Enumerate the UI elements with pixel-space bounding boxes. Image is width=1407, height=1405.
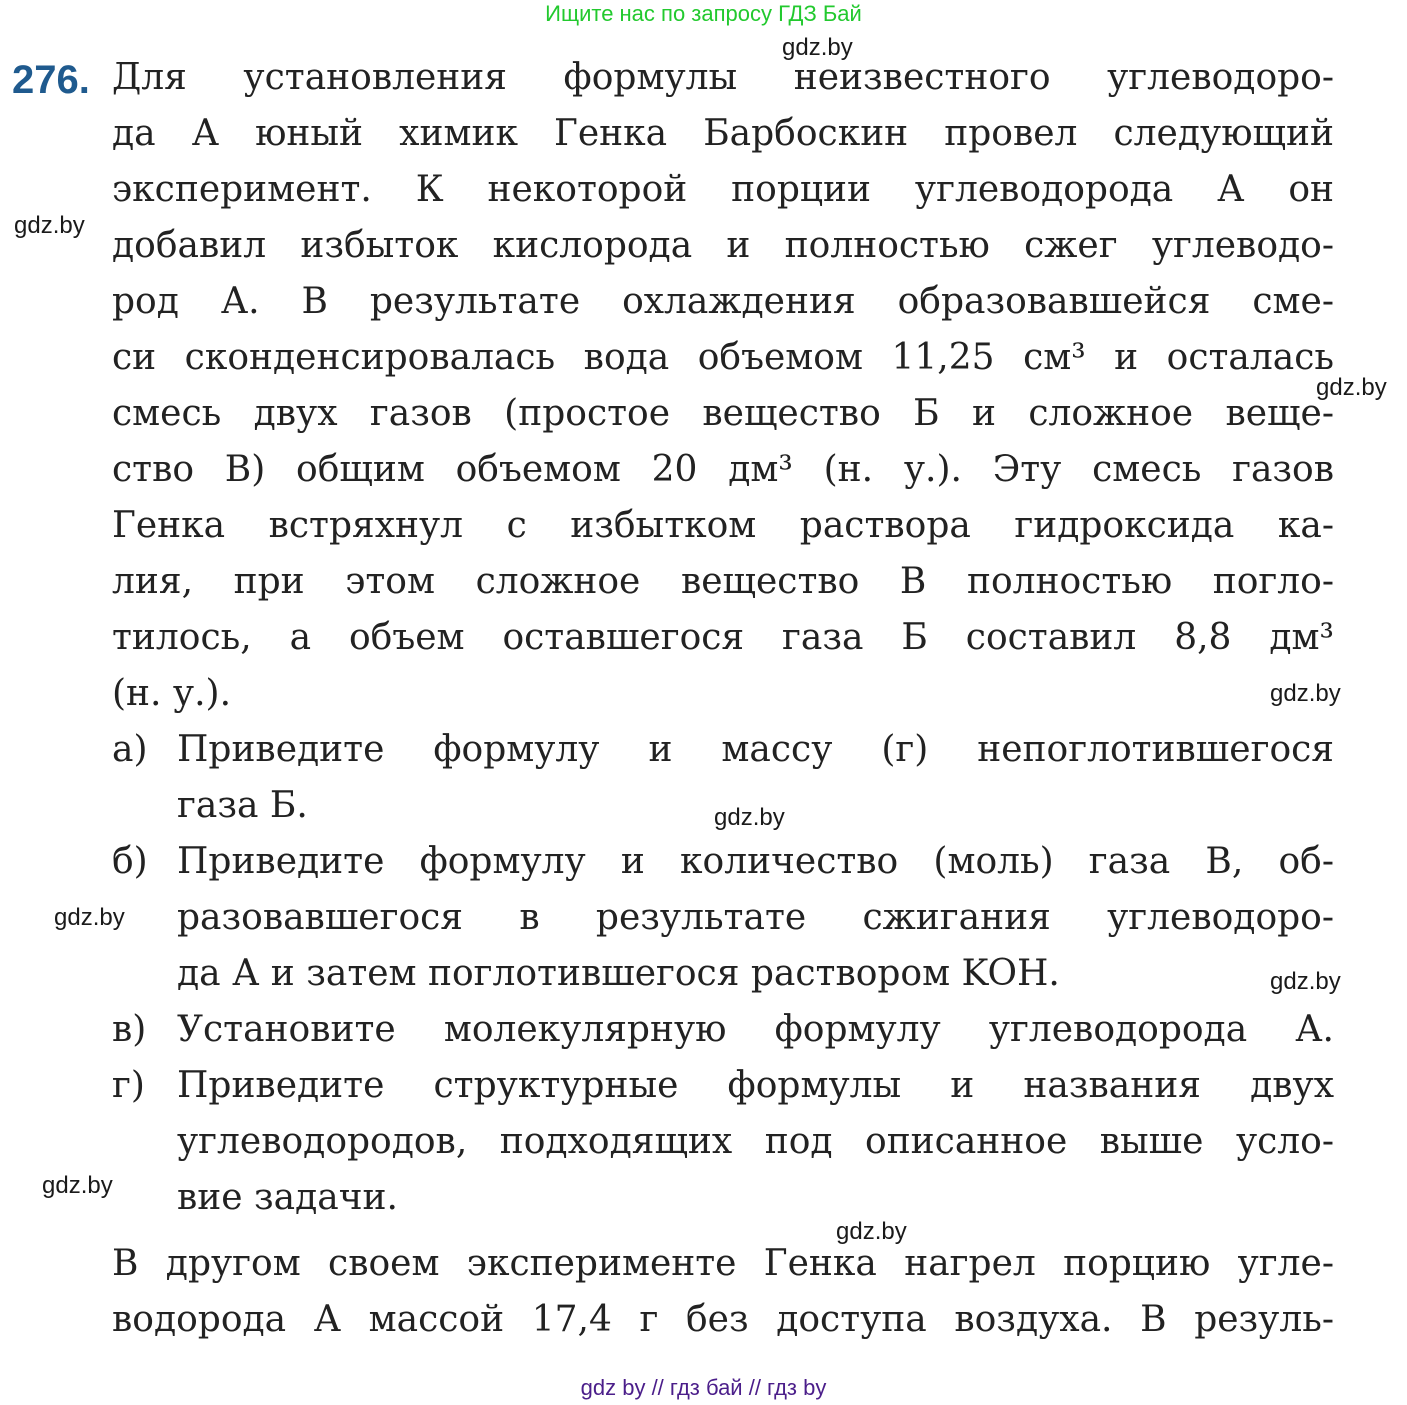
- text-line: тилось, а объем оставшегося газа Б составил 8,8 дм³: [112, 617, 1334, 658]
- watermark: gdz.by: [714, 804, 785, 831]
- question-label: а): [112, 729, 148, 770]
- watermark: gdz.by: [1316, 374, 1387, 401]
- text-line: да А юный химик Генка Барбоскин провел следующий: [112, 113, 1334, 154]
- question-label: в): [112, 1009, 147, 1050]
- watermark: gdz.by: [782, 34, 853, 61]
- text-line: Приведите формулу и массу (г) непоглотившегося: [177, 729, 1334, 770]
- text-line: Генка встряхнул с избытком раствора гидроксида ка-: [112, 505, 1334, 546]
- footer-watermark: gdz by // гдз бай // гдз by: [580, 1375, 827, 1400]
- text-line: В другом своем эксперименте Генка нагрел порцию угле-: [112, 1243, 1334, 1284]
- question-label: г): [112, 1065, 145, 1106]
- text-line: углеводородов, подходящих под описанное выше усло-: [177, 1121, 1334, 1162]
- text-line: Для установления формулы неизвестного углеводоро-: [112, 57, 1334, 98]
- search-banner: Ищите нас по запросу ГДЗ Бай: [545, 1, 862, 26]
- text-line: Приведите формулу и количество (моль) газа В, об-: [177, 841, 1334, 882]
- watermark: gdz.by: [836, 1218, 907, 1245]
- watermark: gdz.by: [1270, 680, 1341, 707]
- watermark: gdz.by: [14, 212, 85, 239]
- text-line: смесь двух газов (простое вещество Б и сложное веще-: [112, 393, 1334, 434]
- question-label: б): [112, 841, 148, 882]
- text-line: род А. В результате охлаждения образовавшейся сме-: [112, 281, 1334, 322]
- watermark: gdz.by: [54, 904, 125, 931]
- watermark: gdz.by: [1270, 968, 1341, 995]
- text-line: разовавшегося в результате сжигания углеводоро-: [177, 897, 1334, 938]
- problem-number: 276.: [12, 58, 90, 102]
- text-line: газа Б.: [177, 785, 308, 826]
- watermark: gdz.by: [42, 1172, 113, 1199]
- text-line: Приведите структурные формулы и названия двух: [177, 1065, 1334, 1106]
- text-line: водорода А массой 17,4 г без доступа воздуха. В резуль-: [112, 1299, 1334, 1340]
- text-line: да А и затем поглотившегося раствором KOH.: [177, 953, 1060, 994]
- text-line: ство В) общим объемом 20 дм³ (н. у.). Эту смесь газов: [112, 449, 1334, 490]
- text-line: си сконденсировалась вода объемом 11,25 см³ и осталась: [112, 337, 1334, 378]
- text-line: Установите молекулярную формулу углеводорода А.: [177, 1009, 1334, 1050]
- text-line: лия, при этом сложное вещество В полностью погло-: [112, 561, 1334, 602]
- text-line: эксперимент. К некоторой порции углеводорода А он: [112, 169, 1334, 210]
- text-line: вие задачи.: [177, 1177, 398, 1218]
- text-line: добавил избыток кислорода и полностью сжег углеводо-: [112, 225, 1334, 266]
- text-line: (н. у.).: [112, 673, 232, 714]
